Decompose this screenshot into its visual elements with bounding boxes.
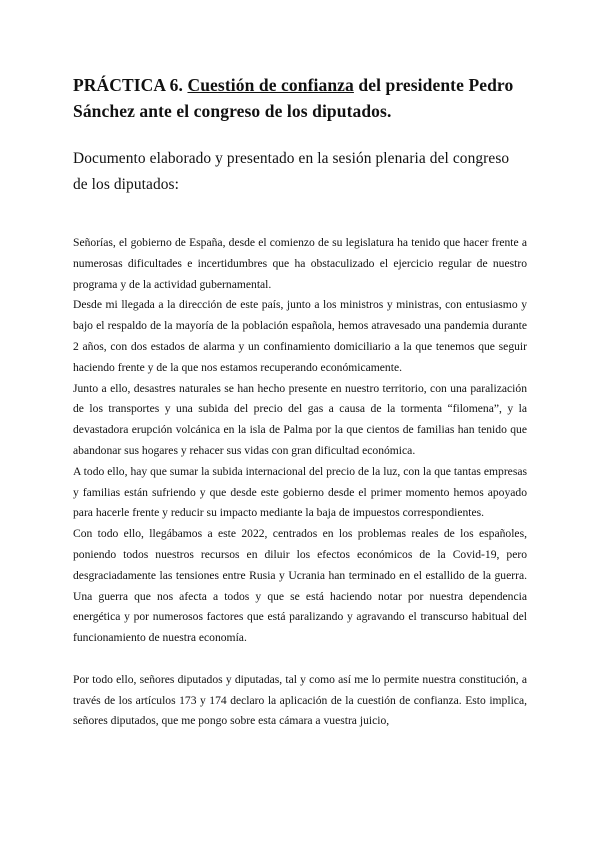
title-underlined: Cuestión de confianza bbox=[187, 75, 354, 95]
page-title bbox=[73, 72, 527, 124]
paragraph: Desde mi llegada a la dirección de este país, junto a los ministros y ministras, con entusiasmo y bajo el respaldo de la mayoría de la población española, hemos atravesado una pandemia durante 2 años, con dos estados de alarma y un confinamiento domiciliario a la que tenemos que seguir haciendo frente y de la que nos estamos recuperando económicamente. bbox=[73, 298, 527, 374]
document-body bbox=[73, 233, 527, 732]
paragraph: Junto a ello, desastres naturales se han hecho presente en nuestro territorio, con una paralización de los transportes y una subida del precio del gas a causa de la tormenta “filomena”, y la devastadora erupción volcánica en la isla de Palma por la que cientos de familias han tenido que abandonar sus hogares y rehacer sus vidas con gran dificultad económica. bbox=[73, 381, 527, 457]
paragraph: Con todo ello, llegábamos a este 2022, centrados en los problemas reales de los españoles, poniendo todos nuestros recursos en diluir los efectos económicos de la Covid-19, pero desgraciadamente las tensiones entre Rusia y Ucrania han terminado en el estallido de la guerra. Una guerra que nos afecta a todos y que se está haciendo notar por nuestra dependencia energética y por numerosos factores que está paralizando y agravando el transcurso habitual del funcionamiento de nuestra economía. bbox=[73, 527, 527, 645]
title-suffix: del presidente Pedro Sánchez ante el congreso de los diputados. bbox=[73, 75, 514, 121]
paragraph: Señorías, el gobierno de España, desde el comienzo de su legislatura ha tenido que hacer frente a numerosas dificultades e incertidumbres que ha obstaculizado el ejercicio regular de nuestro programa y de la actividad gubernamental. bbox=[73, 236, 527, 291]
paragraph: A todo ello, hay que sumar la subida internacional del precio de la luz, con la que tantas empresas y familias están sufriendo y que desde este gobierno desde el primer momento hemos apoyado para hacerle frente y reducir su impacto mediante la baja de impuestos correspondientes. bbox=[73, 464, 527, 520]
title-prefix: PRÁCTICA 6. bbox=[73, 75, 188, 95]
subtitle: Documento elaborado y presentado en la sesión plenaria del congreso de los diputados: bbox=[73, 150, 510, 193]
paragraph: Por todo ello, señores diputados y diputadas, tal y como así me lo permite nuestra constitución, a través de los artículos 173 y 174 declaro la aplicación de la cuestión de confianza. Esto implica, señores diputados, que me pongo sobre esta cámara a vuestra juicio, bbox=[73, 672, 527, 728]
